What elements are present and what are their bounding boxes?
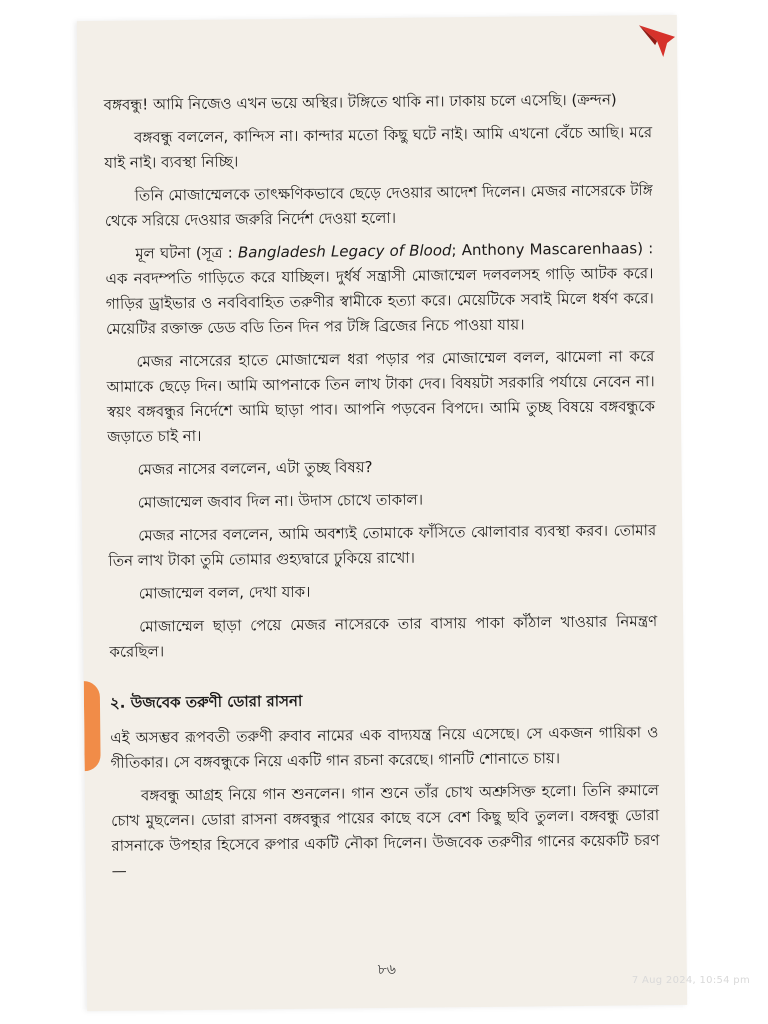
paragraph-2: বঙ্গবন্ধু বললেন, কান্দিস না। কান্দার মতো কিছু ঘটে নাই। আমি এখনো বেঁচে আছি। মরে যাই নাই। ব্যবস্থা নিচ্ছি। [104, 123, 653, 172]
paragraph-3: তিনি মোজাম্মেলকে তাৎক্ষণিকভাবে ছেড়ে দেওয়ার আদেশ দিলেন। মেজর নাসেরকে টঙ্গি থেকে সরিয়ে দেওয়ার জরুরি নির্দেশ দেওয়া হলো। [104, 181, 653, 230]
paragraph-4: মেজর নাসেরের হাতে মোজাম্মেল ধরা পড়ার পর মোজাম্মেল বলল, ঝামেলা না করে আমাকে ছেড়ে দিন। আমি আপনাকে তিন লাখ টাকা দেব। বিষয়টা সরকারি পর্যায়ে নেবেন না। স্বয়ং বঙ্গবন্ধুর নির্দেশে আমি ছাড়া পাব। আপনি পড়বেন বিপদে। আমি তুচ্ছ বিষয়ে বঙ্গবন্ধুকে জড়াতে চাই না। [106, 347, 655, 446]
paragraph-5: মেজর নাসের বললেন, এটা তুচ্ছ বিষয়? [137, 458, 373, 479]
source-prefix: মূল ঘটনা (সূত্র : [135, 243, 239, 263]
paragraph-8: মোজাম্মেল বলল, দেখা যাক। [138, 582, 311, 603]
paragraph-7: মেজর নাসের বললেন, আমি অবশ্যই তোমাকে ফাঁসিতে ঝোলাবার ব্যবস্থা করব। তোমার তিন লাখ টাকা তুমি তোমার গুহ্যদ্বারে ঢুকিয়ে রাখো। [108, 521, 657, 570]
bookmark-ribbon-icon [637, 23, 677, 59]
paragraph-6: মোজাম্মেল জবাব দিল না। উদাস চোখে তাকাল। [137, 490, 424, 512]
paragraph-9: মোজাম্মেল ছাড়া পেয়ে মেজর নাসেরকে তার বাসায় পাকা কাঁঠাল খাওয়ার নিমন্ত্রণ করেছিল। [109, 612, 658, 661]
section-heading: ২. উজবেক তরুণী ডোরা রাসনা [109, 691, 303, 712]
source-body: এক নবদম্পতি গাড়িতে করে যাচ্ছিল। দুর্ধর্ষ সন্ত্রাসী মোজাম্মেল দলবলসহ গাড়ি আটক করে। গাড়ির ড্রাইভার ও নববিবাহিত তরুণীর স্বামীকে হত্যা করে। মেয়েটিকে সবাই মিলে ধর্ষণ করে। মেয়েটির রক্তাক্ত ডেড বডি তিন দিন পর টঙ্গি ব্রিজের নিচে পাওয়া যায়। [105, 264, 654, 338]
source-suffix: ; Anthony Mascarenhaas) : [451, 239, 654, 260]
paragraph-10: এই অসম্ভব রূপবতী তরুণী রুবাব নামের এক বাদ্যযন্ত্র নিয়ে এসেছে। সে একজন গায়িকা ও গীতিকার। সে বঙ্গবন্ধুকে নিয়ে একটি গান রচনা করেছে। গানটি শোনাতে চায়। [110, 723, 659, 772]
paragraph-1: বঙ্গবন্ধু! আমি নিজেও এখন ভয়ে অস্থির। টঙ্গিতে থাকি না। ঢাকায় চলে এসেছি। (ক্রন্দন) [103, 90, 617, 114]
orange-page-tab [84, 681, 101, 771]
paragraph-11: বঙ্গবন্ধু আগ্রহ নিয়ে গান শুনলেন। গান শুনে তাঁর চোখ অশ্রুসিক্ত হলো। তিনি রুমালে চোখ মুছলেন। ডোরা রাসনা বঙ্গবন্ধুর পায়ের কাছে বসে বেশ কিছু ছবি তুলল। বঙ্গবন্ধু ডোরা রাসনাকে উপহার হিসেবে রুপার একটি নৌকা দিলেন। উজবেক তরুণীর গানের কয়েকটি চরণ— [111, 781, 660, 880]
page-body-text [104, 87, 660, 892]
source-paragraph [105, 236, 654, 342]
book-page [77, 15, 687, 1011]
page-number: ৮৬ [377, 961, 396, 979]
source-title: Bangladesh Legacy of Blood [237, 241, 452, 262]
photo-timestamp: 7 Aug 2024, 10:54 pm [631, 975, 750, 986]
